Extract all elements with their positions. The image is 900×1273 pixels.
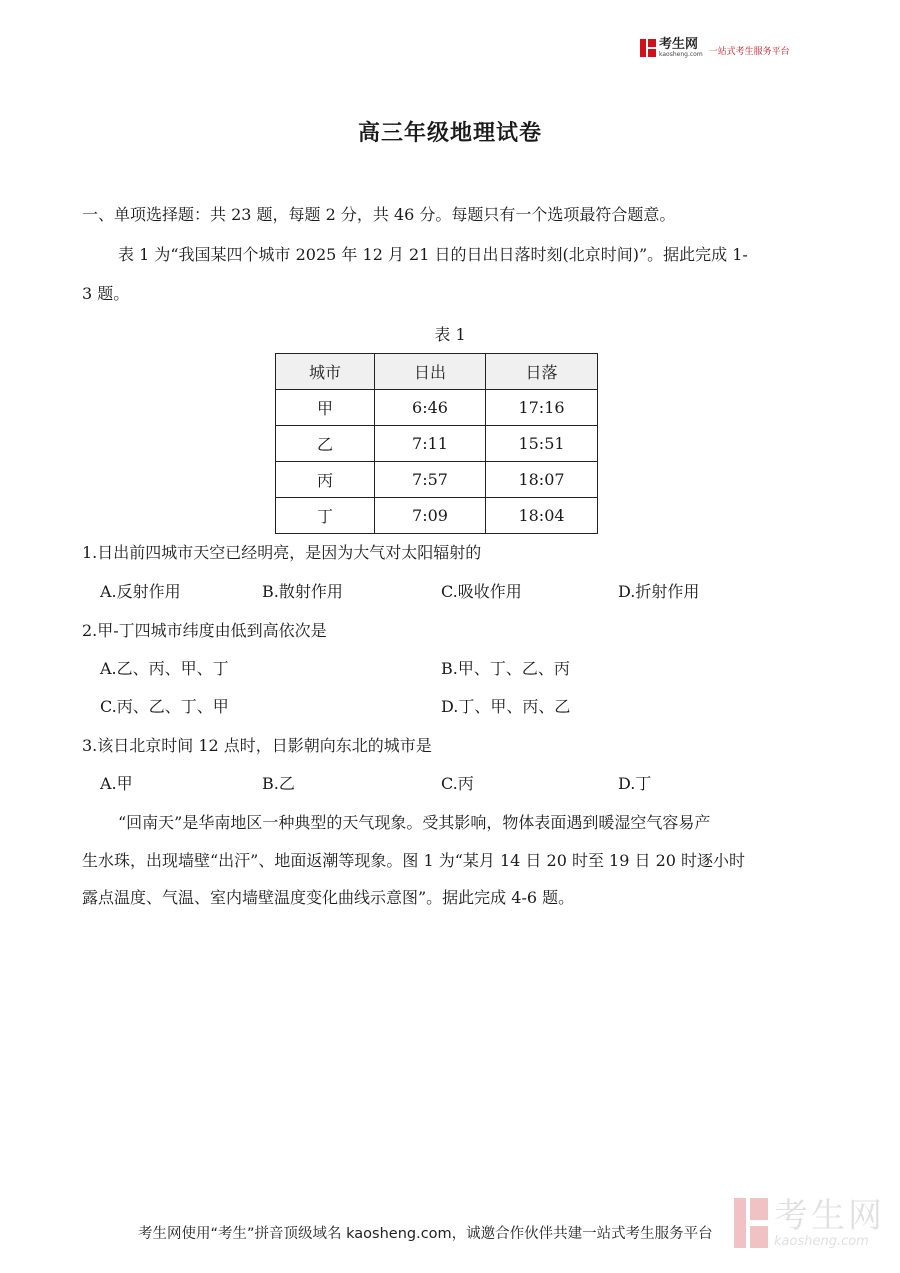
table-cell: 丁: [276, 498, 375, 534]
table-cell: 15:51: [486, 426, 598, 462]
intro1-line2: 3 题。: [82, 284, 130, 303]
header-slogan: 一站式考生服务平台: [708, 46, 790, 57]
q3-option-a: A.甲: [100, 774, 133, 793]
table-caption: 表 1: [434, 325, 466, 344]
table-header-cell: 日出: [375, 354, 486, 390]
watermark-logo-icon: [734, 1198, 768, 1248]
q3-option-c: C.丙: [441, 774, 474, 793]
question-1-stem: 1.日出前四城市天空已经明亮，是因为大气对太阳辐射的: [82, 543, 482, 562]
intro2-line1: “回南天”是华南地区一种典型的天气现象。受其影响，物体表面遇到暖湿空气容易产: [118, 813, 711, 832]
table-cell: 7:09: [375, 498, 486, 534]
q3-option-d: D.丁: [618, 774, 652, 793]
intro1-line1: 表 1 为“我国某四个城市 2025 年 12 月 21 日的日出日落时刻(北京时间)”。据此完成 1-: [118, 245, 748, 264]
logo-name: 考生网: [659, 37, 699, 52]
intro2-line3: 露点温度、气温、室内墙壁温度变化曲线示意图”。据此完成 4-6 题。: [82, 888, 575, 907]
table-cell: 17:16: [486, 390, 598, 426]
sunrise-sunset-table: [275, 353, 598, 534]
table-cell: 18:07: [486, 462, 598, 498]
table-header-row: [276, 354, 598, 390]
section-heading: 一、单项选择题：共 23 题，每题 2 分，共 46 分。每题只有一个选项最符合题意。: [82, 205, 676, 224]
table-cell: 丙: [276, 462, 375, 498]
intro2-line2: 生水珠，出现墙壁“出汗”、地面返潮等现象。图 1 为“某月 14 日 20 时至 19 日 20 时逐小时: [82, 851, 746, 870]
table-row: [276, 498, 598, 534]
q2-option-a: A.乙、丙、甲、丁: [100, 659, 229, 678]
table-cell: 甲: [276, 390, 375, 426]
q2-option-c: C.丙、乙、丁、甲: [100, 697, 229, 716]
q1-option-d: D.折射作用: [618, 582, 700, 601]
page-title: 高三年级地理试卷: [357, 120, 542, 146]
table-row: [276, 462, 598, 498]
q1-option-a: A.反射作用: [100, 582, 181, 601]
watermark-name: 考生网: [774, 1195, 885, 1236]
watermark-domain: kaosheng.com: [774, 1233, 869, 1249]
footer-text: 考生网使用“考生”拼音顶级域名 kaosheng.com，诚邀合作伙伴共建一站式考生服务平台: [138, 1226, 713, 1242]
table-row: [276, 426, 598, 462]
q2-option-b: B.甲、丁、乙、丙: [441, 659, 570, 678]
table-cell: 7:57: [375, 462, 486, 498]
table-cell: 18:04: [486, 498, 598, 534]
table-header-cell: 日落: [486, 354, 598, 390]
q1-option-c: C.吸收作用: [441, 582, 522, 601]
table-cell: 6:46: [375, 390, 486, 426]
table-cell: 乙: [276, 426, 375, 462]
question-2-stem: 2.甲-丁四城市纬度由低到高依次是: [82, 621, 327, 640]
table-header-cell: 城市: [276, 354, 375, 390]
table-cell: 7:11: [375, 426, 486, 462]
header-logo: [640, 38, 790, 58]
q3-option-b: B.乙: [262, 774, 295, 793]
question-3-stem: 3.该日北京时间 12 点时，日影朝向东北的城市是: [82, 736, 432, 755]
q1-option-b: B.散射作用: [262, 582, 343, 601]
q2-option-d: D.丁、甲、丙、乙: [441, 697, 571, 716]
watermark-logo: [734, 1195, 885, 1249]
brand-logo-icon: [640, 39, 656, 57]
table-row: [276, 390, 598, 426]
logo-domain: kaosheng.com: [659, 51, 703, 58]
